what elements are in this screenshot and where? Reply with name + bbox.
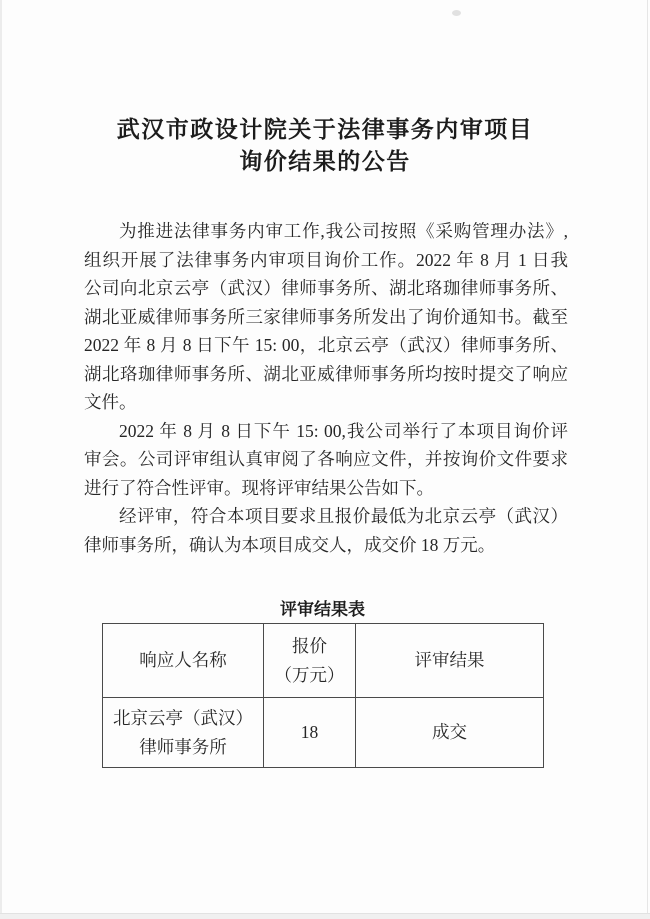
header-respondent-label: 响应人名称 xyxy=(139,650,227,670)
document-title xyxy=(0,114,650,178)
table-header-row xyxy=(103,624,544,698)
body-line: 进行了符合性评审。现将评审结果公告如下。 xyxy=(84,477,434,498)
respondent-name-line-2: 律师事务所 xyxy=(139,736,227,757)
table-row xyxy=(103,698,544,768)
body-line: 组织开展了法律事务内审项目询价工作。2022 年 8 月 1 日我 xyxy=(84,249,568,270)
scan-speck-artifact xyxy=(452,10,461,16)
scan-edge-bottom-artifact xyxy=(0,913,650,919)
cell-price: 18 xyxy=(264,698,356,768)
header-price-label-line-2: （万元） xyxy=(274,664,345,685)
body-line: 湖北珞珈律师事务所、湖北亚威律师事务所均按时提交了响应 xyxy=(84,363,568,384)
document-title-line-2: 询价结果的公告 xyxy=(239,149,411,174)
cell-result: 成交 xyxy=(356,698,544,768)
body-line: 2022 年 8 月 8 日下午 15: 00,我公司举行了本项目询价评 xyxy=(119,420,568,441)
header-respondent-name xyxy=(103,624,264,698)
body-line: 律师事务所，确认为本项目成交人，成交价 18 万元。 xyxy=(84,534,496,555)
result-table-caption: 评审结果表 xyxy=(280,600,365,619)
header-price xyxy=(264,624,356,698)
result-table xyxy=(102,623,544,768)
cell-respondent-name xyxy=(103,698,264,768)
body-line: 湖北亚威律师事务所三家律师事务所发出了询价通知书。截至 xyxy=(84,306,568,327)
body-line: 2022 年 8 月 8 日下午 15: 00，北京云亭（武汉）律师事务所、 xyxy=(84,335,568,355)
header-price-label-line-1: 报价 xyxy=(292,635,327,656)
respondent-name-line-1: 北京云亭（武汉） xyxy=(113,707,253,728)
header-result-label: 评审结果 xyxy=(414,650,485,670)
body-line: 公司向北京云亭（武汉）律师事务所、湖北珞珈律师事务所、 xyxy=(84,278,568,298)
body-line: 审会。公司评审组认真审阅了各响应文件，并按询价文件要求 xyxy=(84,449,568,469)
document-title-line-1: 武汉市政设计院关于法律事务内审项目 xyxy=(116,117,534,142)
document-body xyxy=(84,217,568,559)
body-line: 为推进法律事务内审工作,我公司按照《采购管理办法》, xyxy=(119,221,568,241)
body-line: 文件。 xyxy=(84,392,137,412)
body-line: 经评审，符合本项目要求且报价最低为北京云亭（武汉） xyxy=(119,506,568,526)
header-review-result xyxy=(356,624,544,698)
